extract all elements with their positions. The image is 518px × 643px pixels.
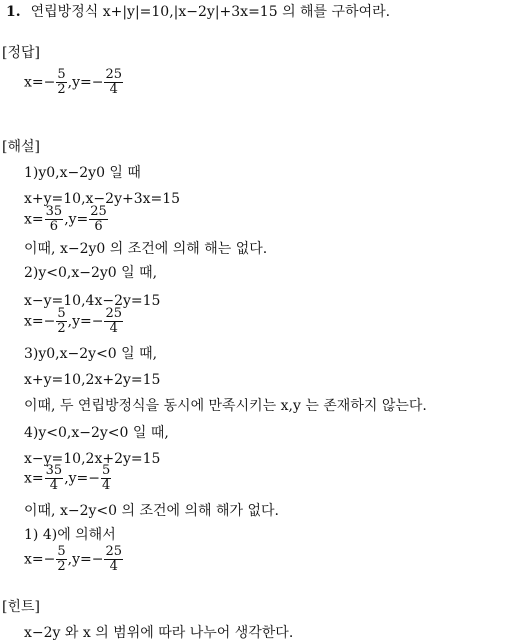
fraction-numerator: 5 — [57, 544, 66, 559]
fraction-denominator: 4 — [109, 559, 118, 574]
fraction-numerator: 25 — [105, 67, 123, 82]
case3-title: 3)y0,x−2y<0 일 때, — [24, 346, 158, 362]
problem-line — [6, 3, 390, 21]
fraction-numerator: 5 — [57, 67, 66, 82]
solution-x-prefix: x=− — [24, 313, 56, 330]
fraction-numerator: 25 — [105, 544, 123, 559]
fraction-denominator: 2 — [57, 559, 66, 574]
solution-y-prefix: ,y=− — [67, 313, 104, 330]
fraction-numerator: 35 — [45, 204, 63, 219]
solution-x-prefix: x= — [24, 470, 44, 487]
case2-solution — [24, 307, 124, 336]
fraction-denominator: 6 — [94, 219, 103, 234]
case4-solution — [24, 464, 112, 493]
case4-note: 이때, x−2y<0 의 조건에 의해 해가 없다. — [24, 503, 279, 519]
fraction-denominator: 4 — [102, 478, 111, 493]
solution-y-prefix: ,y=− — [67, 551, 104, 568]
fraction-denominator: 2 — [57, 82, 66, 97]
fraction-numerator: 5 — [57, 306, 66, 321]
solution-y-fraction — [89, 205, 108, 234]
case1-solution — [24, 205, 109, 234]
fraction-denominator: 4 — [49, 478, 59, 493]
answer-y-fraction — [104, 68, 123, 97]
answer-y-prefix: ,y=− — [67, 74, 104, 91]
case1-note: 이때, x−2y0 의 조건에 의해 해는 없다. — [24, 241, 268, 257]
hint-header: [힌트] — [2, 599, 40, 615]
fraction-numerator: 25 — [105, 306, 123, 321]
case3-equation: x+y=10,2x+2y=15 — [24, 372, 161, 388]
answer-x-fraction — [56, 68, 66, 97]
fraction-numerator: 35 — [45, 463, 63, 478]
case4-equation: x−y=10,2x+2y=15 — [24, 451, 161, 467]
solution-x-fraction — [56, 545, 66, 574]
solution-x-prefix: x=− — [24, 551, 56, 568]
solution-y-prefix: ,y=− — [64, 470, 101, 487]
case3-note: 이때, 두 연립방정식을 동시에 만족시키는 x,y 는 존재하지 않는다. — [24, 398, 427, 414]
answer-x-prefix: x=− — [24, 74, 56, 91]
solution-x-fraction — [45, 464, 64, 493]
fraction-denominator: 6 — [49, 219, 59, 234]
case1-title: 1)y0,x−2y0 일 때 — [24, 165, 141, 181]
solution-x-fraction — [56, 307, 66, 336]
fraction-denominator: 4 — [109, 321, 118, 336]
solution-x-fraction — [45, 205, 64, 234]
case1-equation: x+y=10,x−2y+3x=15 — [24, 191, 181, 207]
case4-title: 4)y<0,x−2y<0 일 때, — [24, 425, 169, 441]
solution-y-fraction — [104, 307, 123, 336]
case2-equation: x−y=10,4x−2y=15 — [24, 293, 161, 309]
problem-text: 연립방정식 x+|y|=10,|x−2y|+3x=15 의 해를 구하여라. — [30, 4, 391, 20]
answer-header: [정답] — [2, 45, 40, 61]
fraction-numerator: 25 — [90, 204, 107, 219]
case2-title: 2)y<0,x−2y0 일 때, — [24, 265, 158, 281]
conclusion-solution — [24, 545, 124, 574]
conclusion-title: 1) 4)에 의해서 — [24, 527, 116, 543]
solution-x-prefix: x= — [24, 211, 44, 228]
solution-y-fraction — [101, 464, 111, 493]
solution-y-fraction — [104, 545, 123, 574]
solution-header: [해설] — [2, 139, 40, 155]
answer-equation — [24, 68, 124, 97]
solution-y-prefix: ,y= — [64, 211, 89, 228]
fraction-numerator: 5 — [102, 463, 111, 478]
fraction-denominator: 2 — [57, 321, 66, 336]
hint-text: x−2y 와 x 의 범위에 따라 나누어 생각한다. — [24, 625, 294, 641]
fraction-denominator: 4 — [109, 82, 118, 97]
problem-number: 1. — [6, 4, 21, 20]
